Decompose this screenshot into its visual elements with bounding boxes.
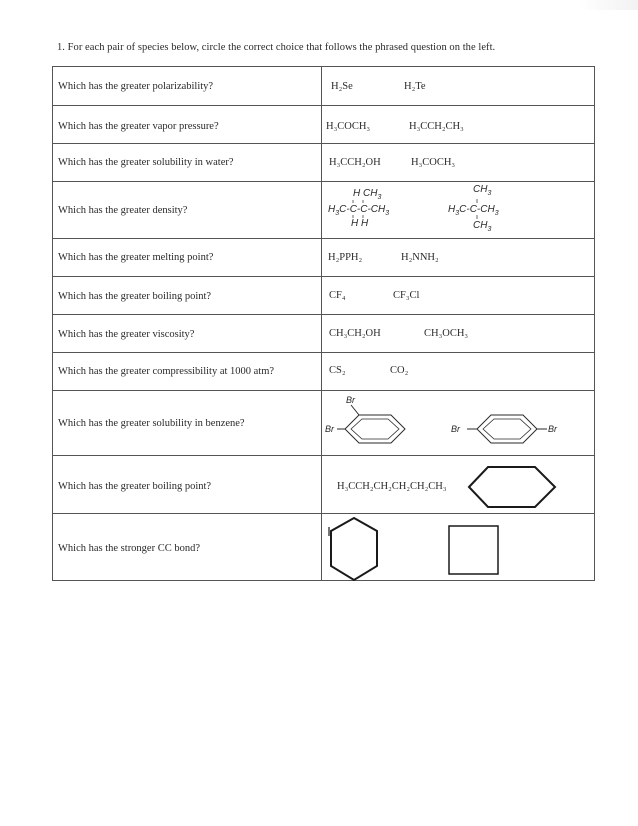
table-row [53,239,594,277]
choice-a[interactable]: H₃CCH₂CH₂CH₂CH₂CH₃ [337,481,447,492]
choice-a[interactable]: H₂PPH₂ [328,252,363,263]
question-text: Which has the stronger CC bond? [58,543,201,554]
choice-b-structure[interactable] [447,391,597,456]
table-row [53,106,594,144]
svg-text:H3C-C-CH3: $H_3C-C-CH_3$ [448,204,499,217]
choice-b[interactable]: H₃CCH₂CH₃ [409,121,464,132]
svg-text:Br: Br [548,424,557,434]
question-text: Which has the greater vapor pressure? [58,121,219,132]
choice-b[interactable]: H₂Te [404,81,426,92]
question-text: Which has the greater solubility in water? [58,157,234,168]
choice-a[interactable]: H₃COCH₃ [326,121,371,132]
structure-label: H CH [353,188,378,199]
svg-text:CH3: $CH_3$ [473,220,492,233]
table-row [53,182,594,239]
question-text: Which has the greater boiling point? [58,291,212,302]
choice-a-structure[interactable] [325,391,465,456]
svg-text:H CH3: H $CH_3$ [353,188,382,201]
question-text: Which has the greater viscosity? [58,329,195,340]
column-divider [321,67,322,580]
choice-a-structure[interactable] [325,514,385,582]
choice-b[interactable]: CO₂ [390,365,409,376]
choice-b-structure[interactable] [464,456,564,514]
svg-text:H H: H H [351,218,369,229]
table-row [53,277,594,315]
choice-b[interactable]: H₂NNH₂ [401,252,439,263]
instructions-text: 1. For each pair of species below, circle the correct choice that follows the phrased question on the left. [57,42,496,53]
table-row [53,353,594,391]
choice-a[interactable]: CF₄ [329,290,346,301]
svg-text:Br: Br [451,424,460,434]
question-text: Which has the greater polarizability? [58,81,214,92]
choice-a[interactable]: H₂Se [331,81,353,92]
table-row [53,67,594,106]
table-row [53,391,594,456]
question-text: Which has the greater melting point? [58,252,214,263]
choice-b[interactable]: H₃COCH₃ [411,157,456,168]
choice-a[interactable]: CS₂ [329,365,346,376]
choice-b[interactable]: CH₃OCH₃ [424,328,469,339]
table-row [53,315,594,353]
svg-text:Br: Br [346,395,355,405]
table-row [53,144,594,182]
scan-smudge [578,0,638,10]
table-row [53,514,594,582]
question-text: Which has the greater solubility in benzene? [58,418,245,429]
choice-b-structure[interactable] [441,182,551,239]
table-row [53,456,594,514]
choice-a-structure[interactable] [323,182,433,239]
question-text: Which has the greater compressibility at 1000 atm? [58,366,275,377]
choice-a[interactable]: CH₃CH₂OH [329,328,381,339]
question-table [52,66,595,581]
svg-text:H3C-C-C-CH3: $H_3C-C-C-CH_3$ [328,204,390,217]
choice-b-structure[interactable] [445,514,505,582]
choice-b[interactable]: CF₃Cl [393,290,420,301]
question-text: Which has the greater density? [58,205,188,216]
svg-text:CH3: $CH_3$ [473,184,492,197]
svg-text:Br: Br [325,424,334,434]
question-text: Which has the greater boiling point? [58,481,212,492]
choice-a[interactable]: H₃CCH₂OH [329,157,381,168]
